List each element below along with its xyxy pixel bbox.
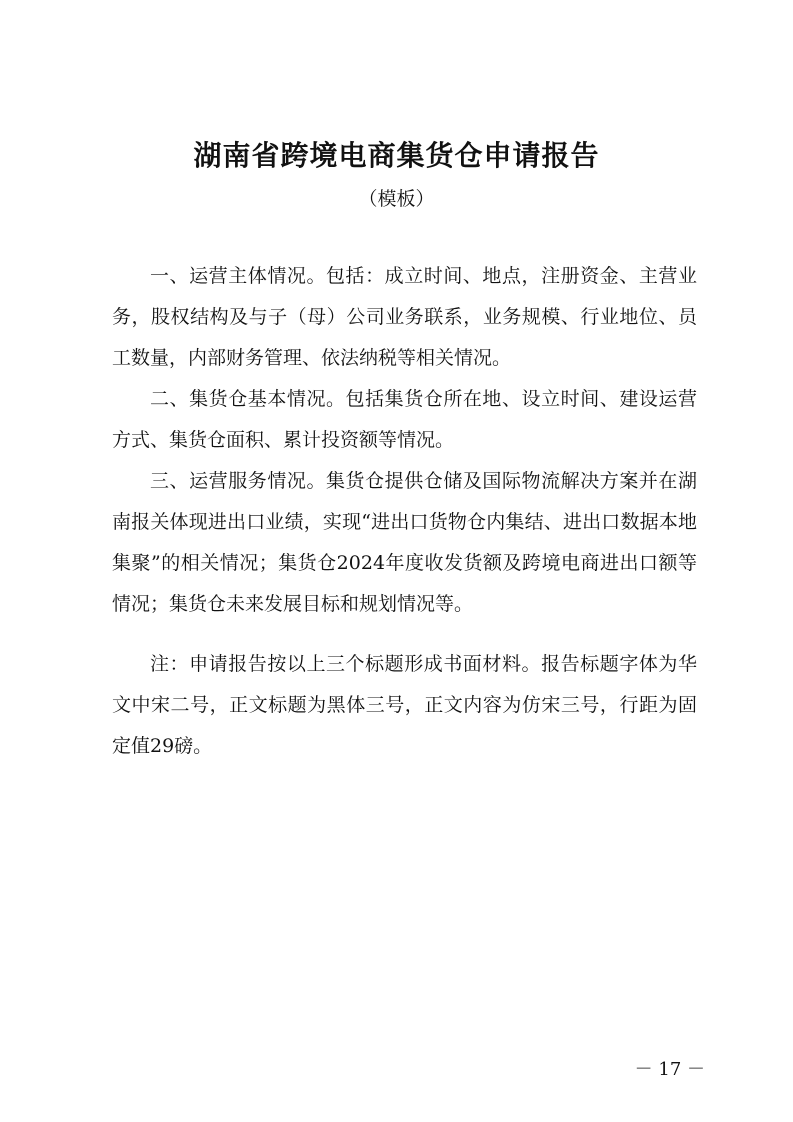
page-number: － 17 － — [634, 1059, 705, 1080]
document-title: 湖南省跨境电商集货仓申请报告 — [193, 139, 600, 172]
document-subtitle: （模板） — [358, 188, 435, 210]
note-section — [112, 644, 697, 767]
note-paragraph: 注：申请报告按以上三个标题形成书面材料。报告标题字体为华文中宋二号，正文标题为黑体三号，正文内容为仿宋三号，行距为固定值29磅。 — [112, 653, 697, 757]
paragraph-2: 二、集货仓基本情况。包括集货仓所在地、设立时间、建设运营方式、集货仓面积、累计投资额等情况。 — [112, 388, 697, 451]
paragraph-1: 一、运营主体情况。包括：成立时间、地点，注册资金、主营业务，股权结构及与子（母）公司业务联系，业务规模、行业地位、员工数量，内部财务管理、依法纳税等相关情况。 — [112, 265, 697, 369]
paragraph-3: 三、运营服务情况。集货仓提供仓储及国际物流解决方案并在湖南报关体现进出口业绩，实现“进出口货物仓内集结、进出口数据本地集聚”的相关情况；集货仓2024年度收发货额及跨境电商进出口额等情况；集货仓未来发展目标和规划情况等。 — [112, 470, 697, 615]
section-warehouse-basics — [112, 379, 697, 461]
section-operating-entity — [112, 256, 697, 379]
section-operation-services — [112, 461, 697, 625]
